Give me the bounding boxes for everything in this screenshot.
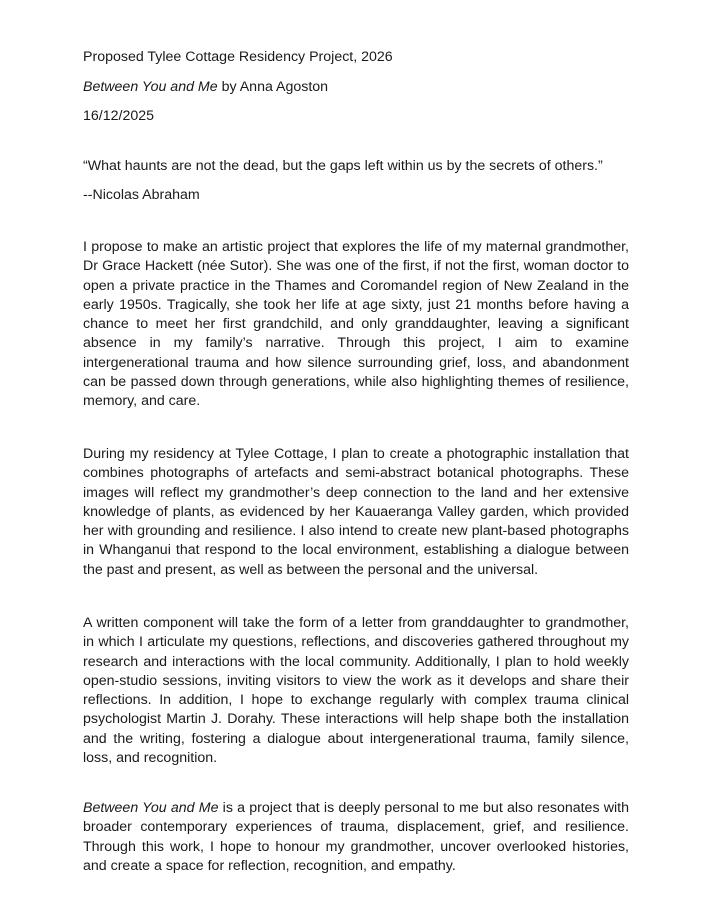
- paragraph-conclusion: [83, 799, 629, 876]
- epigraph-quote: “What haunts are not the dead, but the gaps left within us by the secrets of others.”: [83, 158, 603, 174]
- document-date: 16/12/2025: [83, 108, 155, 124]
- author-byline: by Anna Agoston: [217, 79, 329, 95]
- document-title: Proposed Tylee Cottage Residency Project, 2026: [83, 49, 393, 65]
- project-title-italic-inline: Between You and Me: [83, 800, 219, 816]
- conclusion-text: is a project that is deeply personal to me but also resonates with broader contemporary experiences of trauma, displacement, grief, and resilience. Through this work, I hope to honour my grandmother, uncover overlooked histories, and create a space for reflection, recognition, and empathy.: [83, 800, 629, 874]
- document-subtitle: [83, 78, 328, 97]
- paragraph-introduction: I propose to make an artistic project that explores the life of my maternal grandmother, Dr Grace Hackett (née Sutor). She was one of the first, if not the first, woman doctor to open a private practice in the Thames and Coromandel region of New Zealand in the early 1950s. Tragically, she took her life at age sixty, just 21 months before having a chance to meet her first grandchild, and only granddaughter, leaving a significant absence in my family’s narrative. Through this project, I aim to examine intergenerational trauma and how silence surrounding grief, loss, and abandonment can be passed down through generations, while also highlighting themes of resilience, memory, and care.: [83, 239, 629, 410]
- epigraph-attribution: --Nicolas Abraham: [83, 187, 200, 203]
- paragraph-written-component: A written component will take the form of a letter from granddaughter to grandmother, in which I articulate my questions, reflections, and discoveries gathered throughout my research and interactions with the local community. Additionally, I plan to hold weekly open-studio sessions, inviting visitors to view the work as it develops and share their reflections. In addition, I hope to exchange regularly with complex trauma clinical psychologist Martin J. Dorahy. These interactions will help shape both the installation and the writing, fostering a dialogue about intergenerational trauma, family silence, loss, and recognition.: [83, 615, 629, 767]
- paragraph-residency-plan: During my residency at Tylee Cottage, I plan to create a photographic installation that combines photographs of artefacts and semi-abstract botanical photographs. These images will reflect my grandmother’s deep connection to the land and her extensive knowledge of plants, as evidenced by her Kauaeranga Valley garden, which provided her with grounding and resilience. I also intend to create new plant-based photographs in Whanganui that respond to the local environment, establishing a dialogue between the past and present, as well as between the personal and the universal.: [83, 446, 629, 578]
- project-title-italic: Between You and Me: [83, 79, 218, 95]
